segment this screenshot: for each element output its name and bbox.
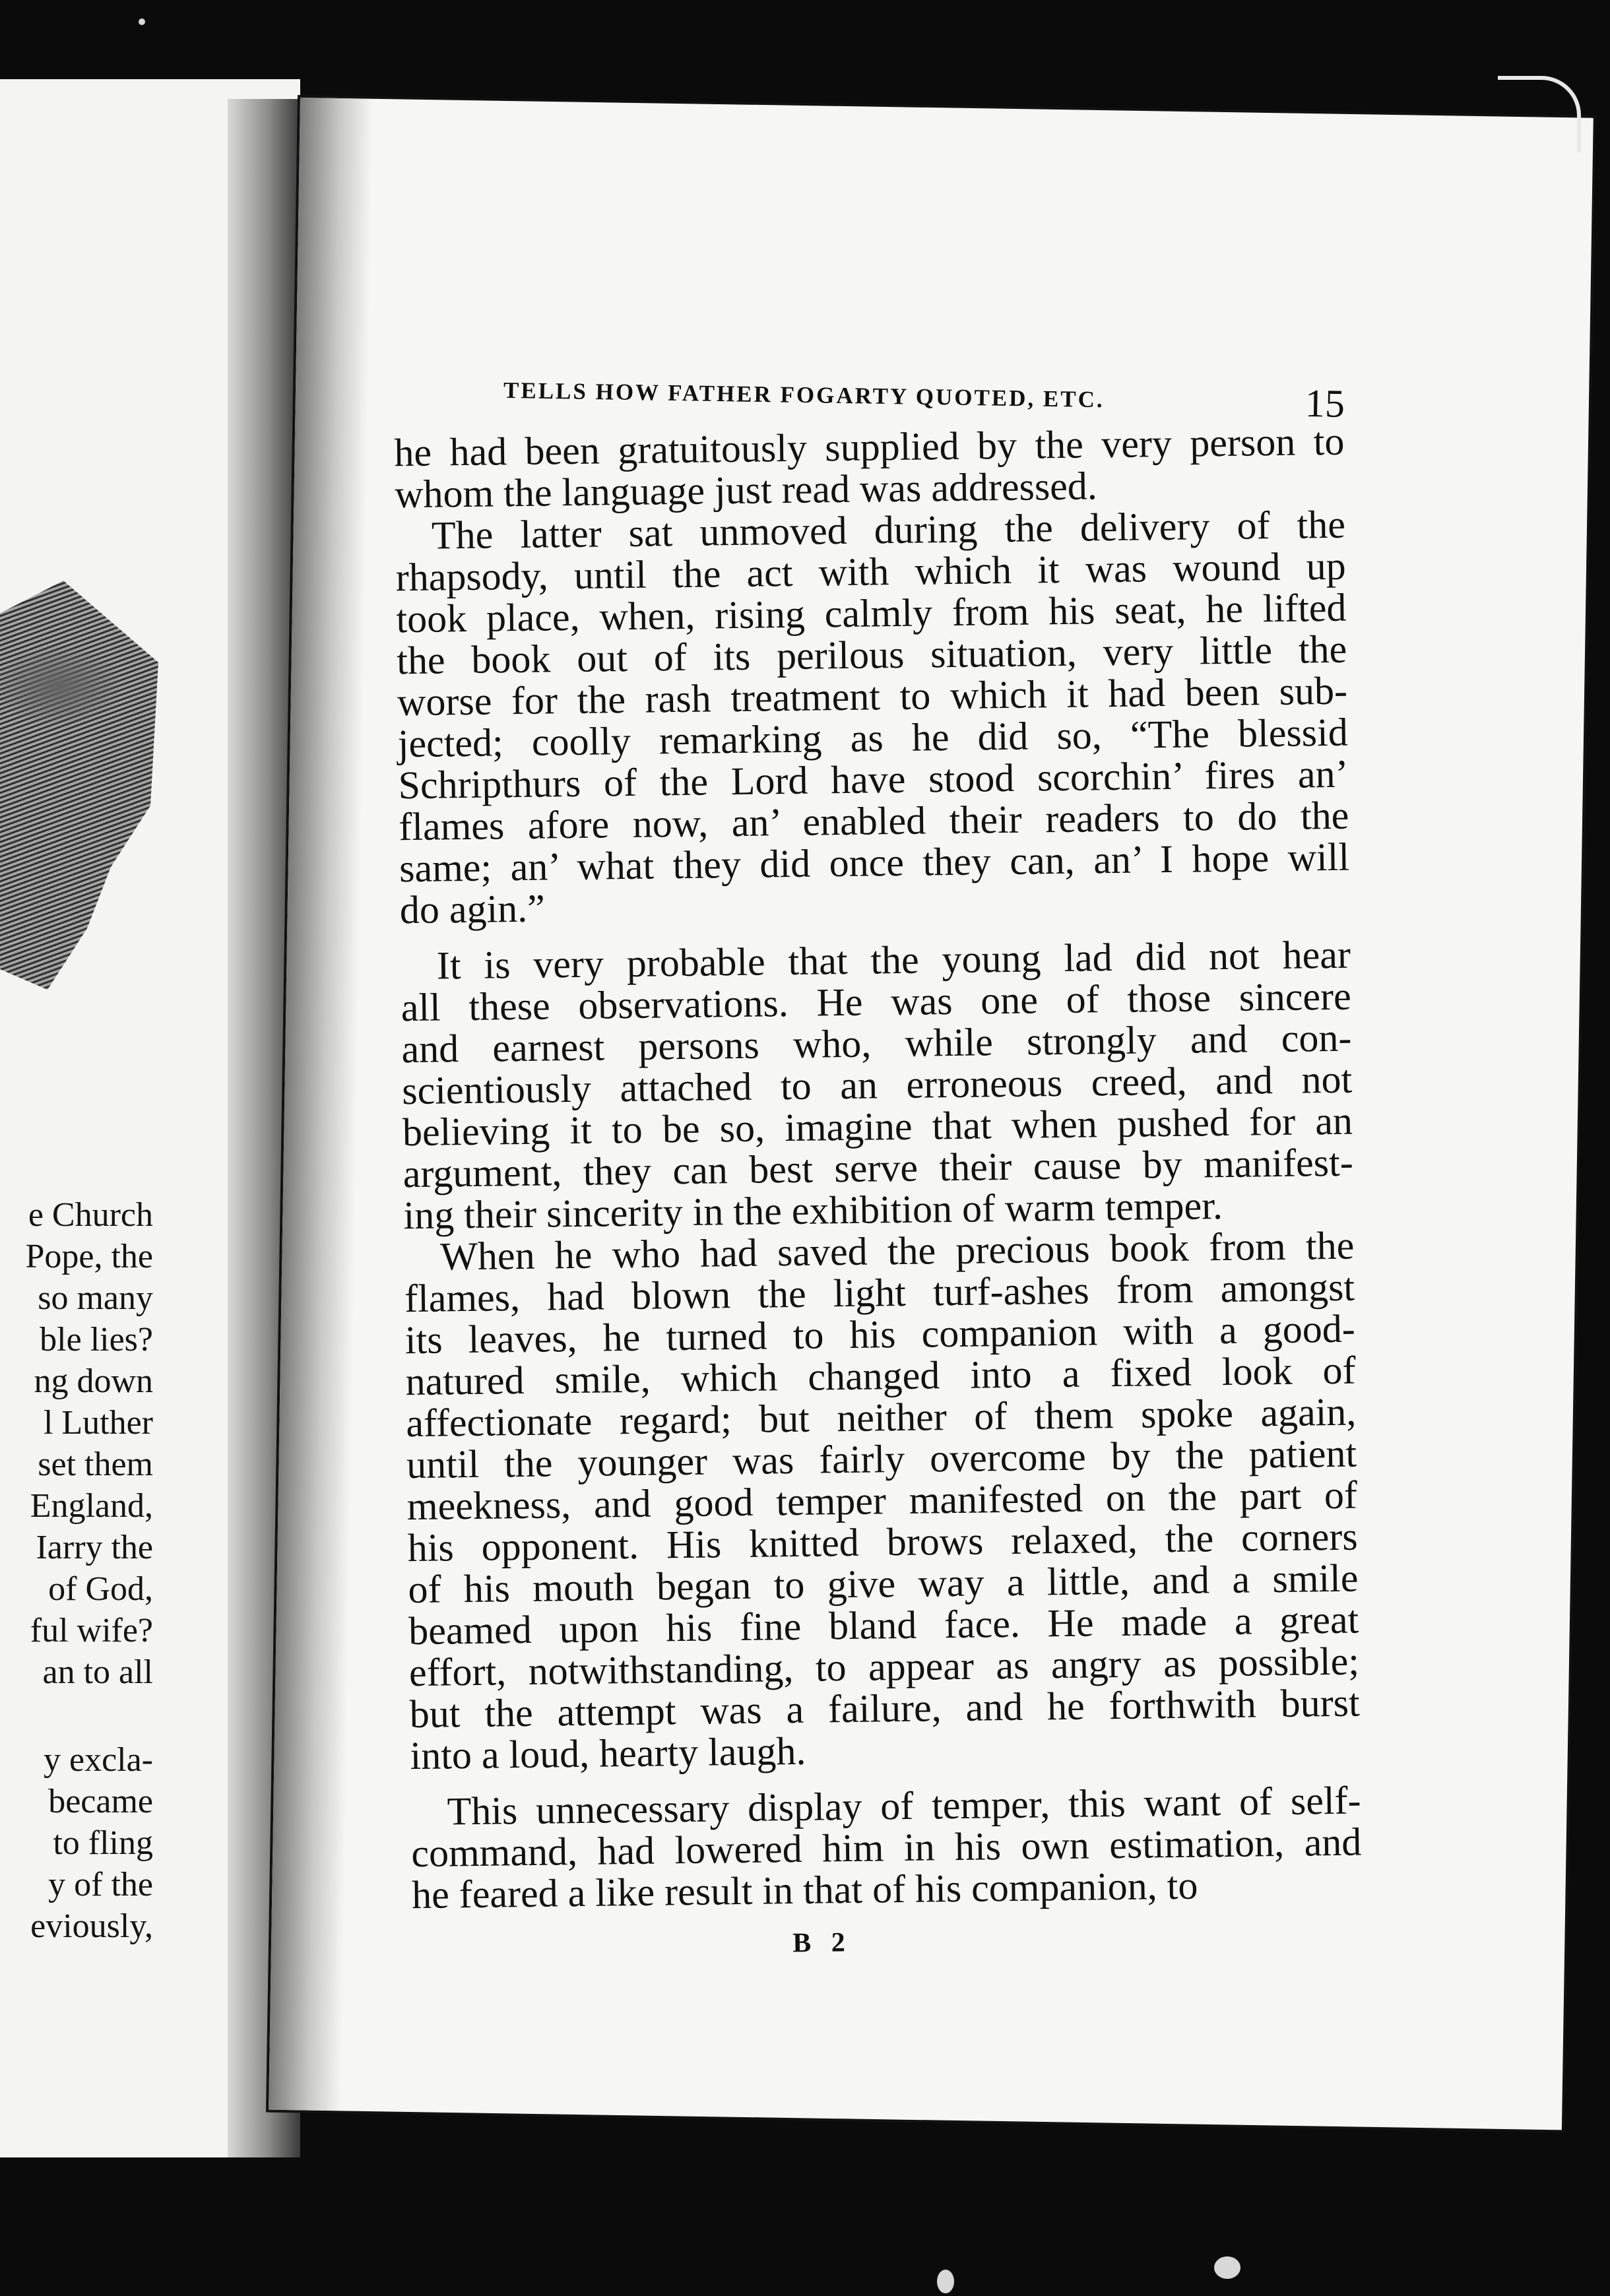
text-line: Schripthurs of the Lord have stood scorchin’ fires an’ <box>398 751 1349 808</box>
text-line: do agin.” <box>399 886 546 932</box>
left-page-line: Iarry the <box>36 1529 153 1566</box>
page-number: 15 <box>1304 381 1345 426</box>
text-line: same; an’ what they did once they can, an’ I hope will <box>399 835 1350 891</box>
text-line: until the younger was fairly overcome by the patient <box>406 1431 1357 1487</box>
paragraph <box>401 934 1354 1237</box>
left-page-line: Pope, the <box>25 1238 153 1275</box>
left-page-line: ful wife? <box>30 1612 153 1649</box>
paragraph <box>395 504 1351 932</box>
text-line: he feared a like result in that of his companion, to <box>411 1863 1198 1917</box>
left-page-line: e Church <box>28 1196 153 1234</box>
page-tab-mark <box>1498 76 1581 152</box>
text-line: This unnecessary display of temper, this want of self- <box>447 1778 1361 1834</box>
text-line: of his mouth began to give way a little, and a smile <box>408 1556 1359 1612</box>
left-page-line: so many <box>38 1279 153 1317</box>
left-page-line: an to all <box>42 1653 153 1691</box>
text-line: but the attempt was a failure, and he forthwith burst <box>409 1680 1361 1737</box>
text-line: believing it to be so, imagine that when pushed for an <box>402 1099 1353 1155</box>
text-line: into a loud, hearty laugh. <box>410 1729 806 1778</box>
left-page-line: set them <box>38 1446 153 1483</box>
paragraph <box>394 421 1345 516</box>
text-line: its leaves, he turned to his companion with a good- <box>404 1306 1356 1362</box>
text-line: It is very probable that the young lad did not hear <box>436 932 1351 988</box>
engraving-illustration <box>0 581 158 990</box>
text-line: worse for the rash treatment to which it had been sub- <box>397 668 1348 724</box>
text-line: affectionate regard; but neither of them spoke again, <box>405 1389 1357 1446</box>
right-page <box>269 98 1594 2130</box>
left-page-text <box>0 1194 153 1947</box>
text-line: the book out of its perilous situation, very little the <box>396 627 1347 683</box>
text-line: natured smile, which changed into a fixed look of <box>405 1348 1356 1404</box>
scan-speck <box>139 18 145 25</box>
text-line: effort, notwithstanding, to appear as angry as possible; <box>408 1639 1360 1695</box>
body-text <box>394 421 1362 1916</box>
paragraph <box>404 1225 1361 1777</box>
text-line: he had been gratuitously supplied by the very person to <box>394 419 1345 475</box>
text-line: The latter sat unmoved during the delivery of the <box>431 502 1346 558</box>
left-page-line: ng down <box>34 1362 153 1400</box>
text-line: scientiously attached to an erroneous creed, and not <box>401 1057 1353 1113</box>
signature-mark: B 2 <box>792 1927 852 1959</box>
scan-speck <box>1214 2256 1240 2279</box>
text-line: whom the language just read was addressed. <box>394 464 1098 517</box>
text-line: ing their sincerity in the exhibition of warm temper. <box>403 1184 1223 1238</box>
text-line: his opponent. His knitted brows relaxed, the corners <box>407 1514 1359 1570</box>
running-head-title: TELLS HOW FATHER FOGARTY QUOTED, ETC. <box>503 377 1105 413</box>
text-line: beamed upon his fine bland face. He made a great <box>408 1597 1359 1653</box>
text-line: all these observations. He was one of those sincere <box>401 974 1351 1030</box>
text-line: argument, they can best serve their cause by manifest- <box>402 1140 1354 1196</box>
left-page-line: l Luther <box>43 1404 153 1442</box>
text-line: flames afore now, an’ enabled their readers to do the <box>398 793 1349 849</box>
paragraph <box>410 1780 1362 1917</box>
text-line: meekness, and good temper manifested on the part of <box>406 1473 1358 1529</box>
left-page-line: y of the <box>48 1866 153 1903</box>
left-page-line: y excla- <box>43 1741 153 1779</box>
text-line: flames, had blown the light turf-ashes from amongst <box>404 1265 1355 1321</box>
text-line: and earnest persons who, while strongly and con- <box>401 1015 1352 1071</box>
left-page-line: became <box>48 1783 153 1820</box>
left-page-line: eviously, <box>30 1907 153 1945</box>
text-line: jected; coolly remarking as he did so, “The blessid <box>397 710 1349 766</box>
left-page-line: to fling <box>53 1824 153 1862</box>
text-line: rhapsody, until the act with which it was wound up <box>395 544 1347 600</box>
text-line: When he who had saved the precious book from the <box>439 1223 1355 1279</box>
left-page-line: of God, <box>48 1570 153 1608</box>
text-line: took place, when, rising calmly from his seat, he lifted <box>396 585 1347 641</box>
scan-speck <box>937 2270 954 2293</box>
left-page-line: ble lies? <box>40 1321 153 1358</box>
left-page-line: England, <box>30 1487 153 1525</box>
text-line: command, had lowered him in his own estimation, and <box>410 1820 1362 1876</box>
